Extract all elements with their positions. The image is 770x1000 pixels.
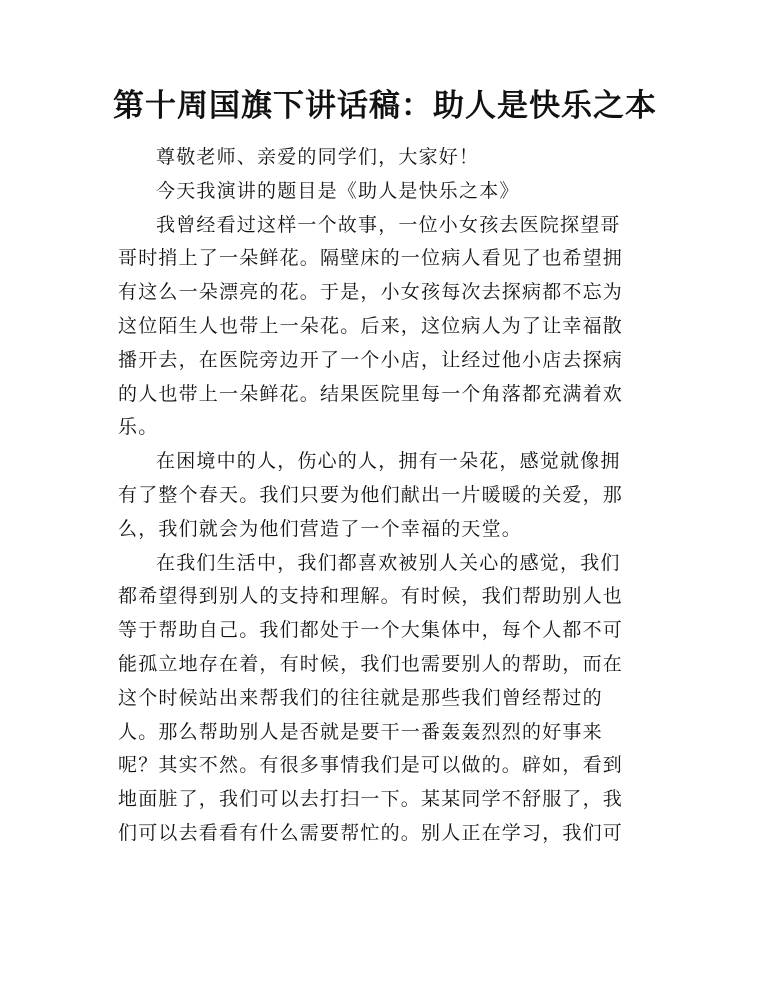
paragraph-topic [118,175,638,209]
document-title: 第十周国旗下讲话稿：助人是快乐之本 [113,88,657,124]
text-line: 么，我们就会为他们营造了一个幸福的天堂。 [118,517,523,540]
text-line: 今天我演讲的题目是《助人是快乐之本》 [156,179,520,202]
text-line: 能孤立地存在着，有时候，我们也需要别人的帮助，而在 [118,652,624,675]
paragraph-greeting [118,141,638,175]
text-line: 们可以去看看有什么需要帮忙的。别人正在学习，我们可 [118,821,624,844]
text-line: 的人也带上一朵鲜花。结果医院里每一个角落都充满着欢 [118,382,624,405]
text-line: 尊敬老师、亲爱的同学们，大家好！ [156,146,480,168]
text-line: 呢？其实不然。有很多事情我们是可以做的。辟如，看到 [118,754,624,777]
paragraph-story [118,209,638,446]
paragraph-spring [118,445,638,546]
text-line: 有这么一朵漂亮的花。于是，小女孩每次去探病都不忘为 [118,281,624,304]
text-line: 这位陌生人也带上一朵花。后来，这位病人为了让幸福散 [118,314,624,337]
text-line: 乐。 [118,416,159,439]
document-body [118,141,638,851]
text-line: 这个时候站出来帮我们的往往就是那些我们曾经帮过的 [118,686,603,709]
paragraph-life [118,547,638,851]
text-line: 有了整个春天。我们只要为他们献出一片暖暖的关爱，那 [118,483,624,506]
text-line: 都希望得到别人的支持和理解。有时候，我们帮助别人也 [118,585,624,608]
text-line: 等于帮助自己。我们都处于一个大集体中，每个人都不可 [118,619,624,642]
text-line: 在我们生活中，我们都喜欢被别人关心的感觉，我们 [156,551,621,574]
text-line: 我曾经看过这样一个故事，一位小女孩去医院探望哥 [156,213,621,236]
text-line: 在困境中的人，伤心的人，拥有一朵花，感觉就像拥 [156,450,621,473]
text-line: 哥时捎上了一朵鲜花。隔壁床的一位病人看见了也希望拥 [118,247,624,270]
text-line: 人。那么帮助别人是否就是要干一番轰轰烈烈的好事来 [118,720,603,743]
text-line: 播开去，在医院旁边开了一个小店，让经过他小店去探病 [118,348,624,371]
text-line: 地面脏了，我们可以去打扫一下。某某同学不舒服了，我 [118,788,624,811]
